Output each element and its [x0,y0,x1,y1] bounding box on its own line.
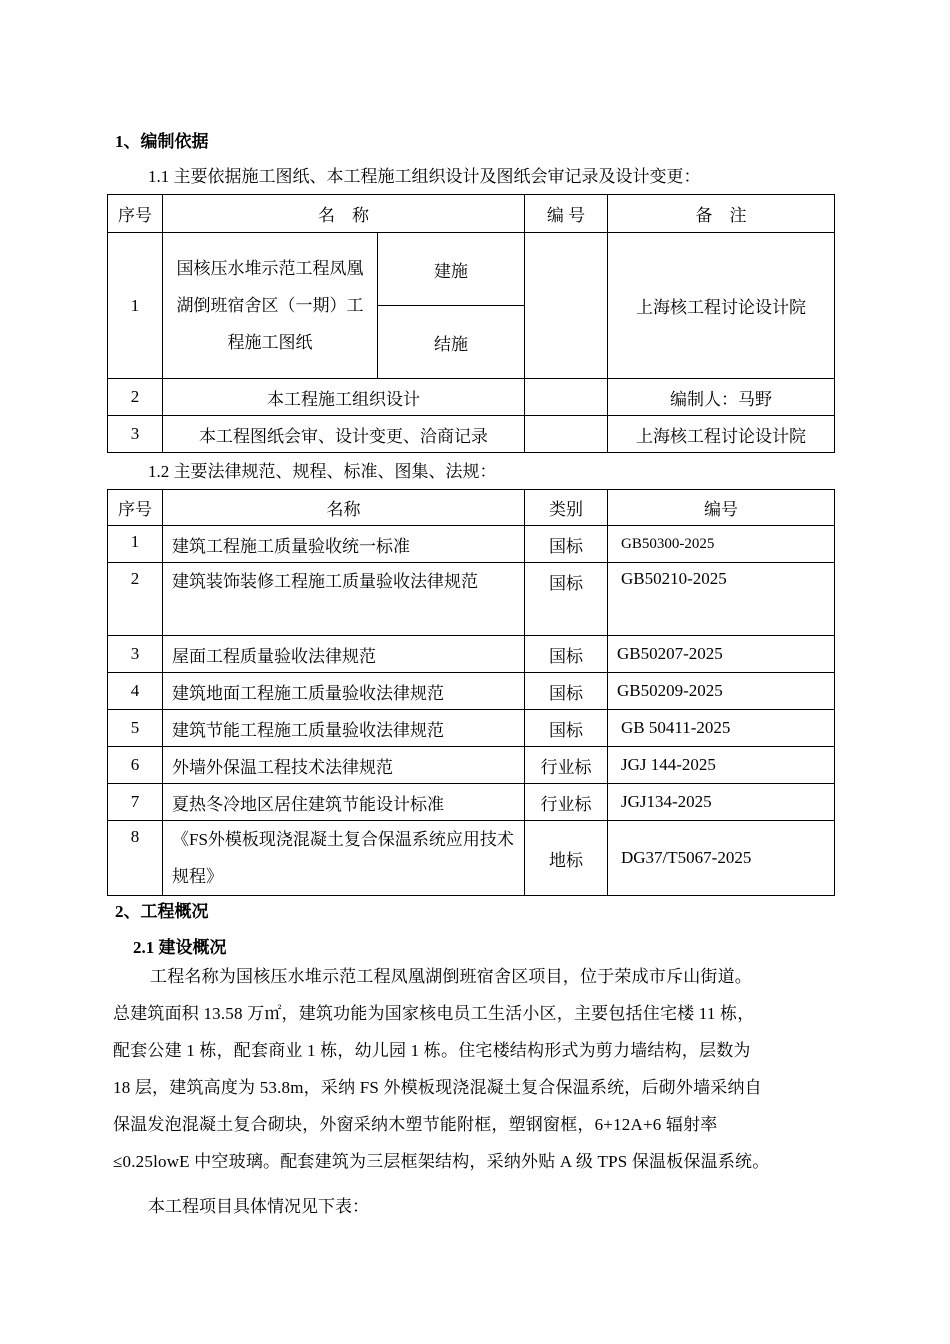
paragraph-line: 配套公建 1 栋，配套商业 1 栋，幼儿园 1 栋。住宅楼结构形式为剪力墙结构，层数为 [113,1041,751,1060]
row-name: 夏热冬冷地区居住建筑节能设计标准 [163,784,525,821]
row-note: 上海核工程讨论设计院 [608,233,835,379]
row-index: 1 [108,233,163,379]
table-row [108,416,835,453]
row-name: 国核压水堆示范工程凤凰湖倒班宿舍区（一期）工程施工图纸 [163,233,378,379]
header-type: 类别 [525,490,608,526]
overview-paragraph [113,958,838,1180]
row-code: GB50207-2025 [608,636,835,673]
section1-heading: 1、编制依据 [115,132,209,151]
row-type: 国标 [525,526,608,563]
row-code: JGJ134-2025 [608,784,835,821]
row-type: 地标 [525,821,608,896]
section1-sub1: 1.1 主要依据施工图纸、本工程施工组织设计及图纸会审记录及设计变更： [148,167,701,186]
row-index: 1 [108,526,163,563]
row-name: 屋面工程质量验收法律规范 [163,636,525,673]
header-index: 序号 [108,490,163,526]
basis-table-header [108,195,835,233]
row-index: 2 [108,563,163,636]
header-index: 序号 [108,195,163,233]
row-note: 编制人：马野 [608,379,835,416]
row-subtype: 结施 [378,306,525,379]
row-type: 国标 [525,710,608,747]
row-type: 国标 [525,636,608,673]
row-code: GB50300-2025 [608,526,835,563]
row-index: 2 [108,379,163,416]
row-name: 建筑工程施工质量验收统一标准 [163,526,525,563]
table-row [108,821,835,896]
row-code [525,379,608,416]
row-code: JGJ 144-2025 [608,747,835,784]
row-name: 建筑节能工程施工质量验收法律规范 [163,710,525,747]
basis-table [107,194,835,453]
row-index: 5 [108,710,163,747]
row-name: 建筑地面工程施工质量验收法律规范 [163,673,525,710]
row-index: 6 [108,747,163,784]
row-code: DG37/T5067-2025 [608,821,835,896]
row-code: GB50210-2025 [608,563,835,636]
row-name: 建筑装饰装修工程施工质量验收法律规范 [163,563,525,636]
section2-heading: 2、工程概况 [115,902,209,921]
header-note: 备 注 [608,195,835,233]
table-row [108,673,835,710]
header-code: 编 号 [525,195,608,233]
row-code: GB50209-2025 [608,673,835,710]
table-row [108,526,835,563]
row-name: 本工程施工组织设计 [163,379,525,416]
row-index: 7 [108,784,163,821]
header-code: 编号 [608,490,835,526]
row-note: 上海核工程讨论设计院 [608,416,835,453]
section2-sub1: 2.1 建设概况 [133,938,227,957]
row-name: 本工程图纸会审、设计变更、洽商记录 [163,416,525,453]
row-type: 行业标 [525,747,608,784]
table-row [108,233,835,306]
row-index: 4 [108,673,163,710]
row-index: 8 [108,821,163,896]
row-type: 行业标 [525,784,608,821]
table-row [108,563,835,636]
header-name: 名 称 [163,195,525,233]
standards-table [107,489,835,896]
row-index: 3 [108,416,163,453]
paragraph-line: 18 层，建筑高度为 53.8m，采纳 FS 外模板现浇混凝土复合保温系统，后砌外墙采纳自 [113,1078,762,1097]
table-row [108,784,835,821]
paragraph-line: 工程名称为国核压水堆示范工程凤凰湖倒班宿舍区项目，位于荣成市斥山街道。 [150,967,752,986]
paragraph-line: 总建筑面积 13.58 万㎡，建筑功能为国家核电员工生活小区，主要包括住宅楼 11 栋， [113,1004,755,1023]
table-row [108,636,835,673]
header-name: 名称 [163,490,525,526]
row-code [525,416,608,453]
table-row [108,747,835,784]
section2-closing: 本工程项目具体情况见下表： [148,1197,369,1216]
paragraph-line: ≤0.25lowE 中空玻璃。配套建筑为三层框架结构，采纳外贴 A 级 TPS 保温板保温系统。 [113,1152,770,1171]
section1-sub2: 1.2 主要法律规范、规程、标准、图集、法规： [148,462,497,481]
row-subtype: 建施 [378,233,525,306]
standards-table-header [108,490,835,526]
row-code: GB 50411-2025 [608,710,835,747]
table-row [108,379,835,416]
row-name: 外墙外保温工程技术法律规范 [163,747,525,784]
paragraph-line: 保温发泡混凝土复合砌块，外窗采纳木塑节能附框，塑钢窗框，6+12A+6 辐射率 [113,1115,718,1134]
row-index: 3 [108,636,163,673]
table-row [108,710,835,747]
row-type: 国标 [525,673,608,710]
row-code [525,233,608,379]
row-name: 《FS外模板现浇混凝土复合保温系统应用技术规程》 [163,821,525,896]
row-type: 国标 [525,563,608,636]
